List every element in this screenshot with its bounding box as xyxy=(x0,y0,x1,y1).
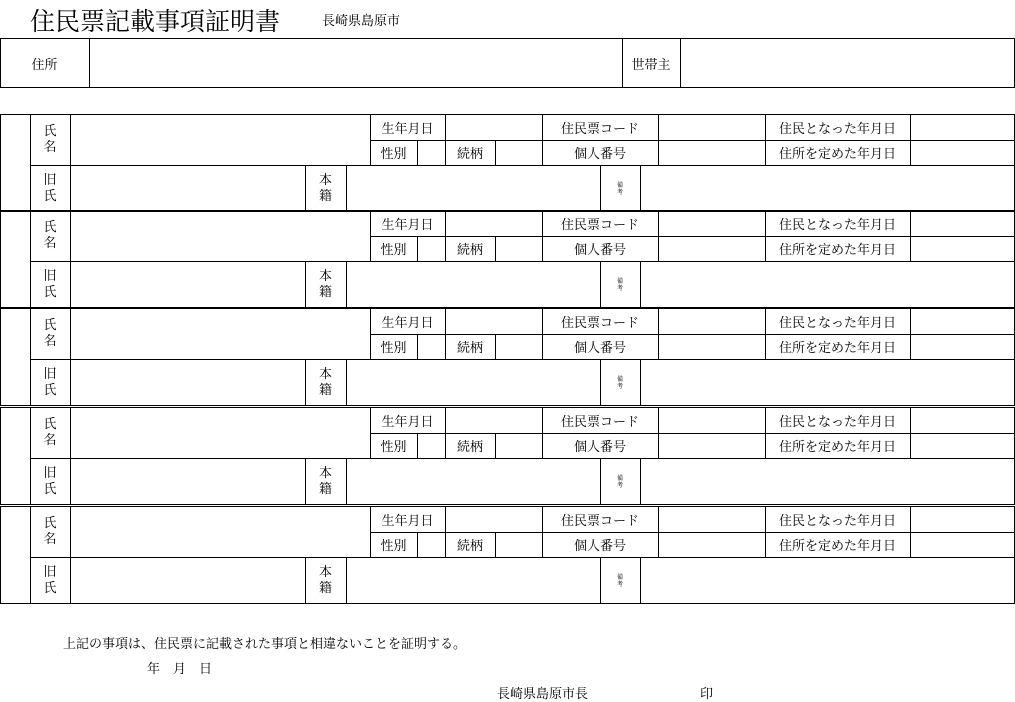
birth-date-label: 生年月日 xyxy=(381,513,434,529)
became-resident-field[interactable] xyxy=(911,115,1014,140)
set-address-field[interactable] xyxy=(911,533,1014,557)
relation-label: 続柄 xyxy=(456,539,483,554)
became-resident-label: 住民となった年月日 xyxy=(778,414,896,430)
name-field[interactable] xyxy=(71,507,370,557)
address-field[interactable] xyxy=(90,39,622,87)
relation-field[interactable] xyxy=(496,533,542,557)
became-resident-field[interactable] xyxy=(911,211,1014,236)
issuer-name: 長崎県島原市長 xyxy=(497,687,589,702)
honseki-label: 本 籍 xyxy=(318,172,332,204)
set-address-field[interactable] xyxy=(911,335,1014,359)
old-name-label: 旧 氏 xyxy=(43,268,57,300)
set-address-label: 住所を定めた年月日 xyxy=(778,341,896,356)
honseki-label: 本 籍 xyxy=(318,465,332,497)
sex-label: 性別 xyxy=(380,147,407,162)
relation-field[interactable] xyxy=(496,141,542,165)
set-address-field[interactable] xyxy=(911,141,1014,165)
honseki-label: 本 籍 xyxy=(318,366,332,398)
old-name-label: 旧 氏 xyxy=(43,465,57,497)
set-address-label: 住所を定めた年月日 xyxy=(778,539,896,554)
old-name-field[interactable] xyxy=(71,558,305,604)
sex-label: 性別 xyxy=(380,539,407,554)
name-field[interactable] xyxy=(71,211,370,261)
became-resident-field[interactable] xyxy=(911,408,1014,433)
set-address-field[interactable] xyxy=(911,434,1014,458)
old-name-field[interactable] xyxy=(71,262,305,308)
personal-number-field[interactable] xyxy=(659,335,765,359)
remarks-field[interactable] xyxy=(641,558,1014,604)
sex-label: 性別 xyxy=(380,440,407,455)
relation-field[interactable] xyxy=(496,335,542,359)
remarks-label: 備 考 xyxy=(616,573,623,588)
relation-field[interactable] xyxy=(496,237,542,261)
became-resident-label: 住民となった年月日 xyxy=(778,217,896,233)
honseki-field[interactable] xyxy=(347,166,600,212)
old-name-field[interactable] xyxy=(71,459,305,505)
sex-field[interactable] xyxy=(418,335,445,359)
honseki-label: 本 籍 xyxy=(318,268,332,300)
birth-date-field[interactable] xyxy=(446,309,542,334)
personal-number-field[interactable] xyxy=(659,237,765,261)
name-label: 氏 名 xyxy=(43,416,57,448)
set-address-label: 住所を定めた年月日 xyxy=(778,243,896,258)
personal-number-label: 個人番号 xyxy=(573,341,626,356)
resident-code-label: 住民票コード xyxy=(560,414,639,430)
document-title: 住民票記載事項証明書 xyxy=(30,7,281,36)
old-name-label: 旧 氏 xyxy=(43,172,57,204)
remarks-label: 備 考 xyxy=(616,474,623,489)
old-name-label: 旧 氏 xyxy=(43,564,57,596)
address-label: 住所 xyxy=(31,57,58,73)
relation-label: 続柄 xyxy=(456,440,483,455)
municipality-label: 長崎県島原市 xyxy=(322,14,401,29)
became-resident-field[interactable] xyxy=(911,507,1014,532)
birth-date-label: 生年月日 xyxy=(381,315,434,331)
remarks-field[interactable] xyxy=(641,459,1014,505)
name-label: 氏 名 xyxy=(43,317,57,349)
personal-number-field[interactable] xyxy=(659,434,765,458)
personal-number-label: 個人番号 xyxy=(573,147,626,162)
remarks-label: 備 考 xyxy=(616,181,623,196)
resident-code-field[interactable] xyxy=(659,309,765,334)
birth-date-field[interactable] xyxy=(446,211,542,236)
name-label: 氏 名 xyxy=(43,123,57,155)
birth-date-label: 生年月日 xyxy=(381,414,434,430)
certification-statement: 上記の事項は、住民票に記載された事項と相違ないことを証明する。 xyxy=(63,637,467,652)
sex-field[interactable] xyxy=(418,141,445,165)
honseki-field[interactable] xyxy=(347,360,600,406)
remarks-label: 備 考 xyxy=(616,375,623,390)
honseki-label: 本 籍 xyxy=(318,564,332,596)
remarks-field[interactable] xyxy=(641,262,1014,308)
old-name-field[interactable] xyxy=(71,166,305,212)
resident-code-field[interactable] xyxy=(659,211,765,236)
birth-date-field[interactable] xyxy=(446,115,542,140)
personal-number-label: 個人番号 xyxy=(573,440,626,455)
personal-number-label: 個人番号 xyxy=(573,243,626,258)
sex-field[interactable] xyxy=(418,434,445,458)
resident-code-label: 住民票コード xyxy=(560,121,639,137)
honseki-field[interactable] xyxy=(347,262,600,308)
resident-code-field[interactable] xyxy=(659,115,765,140)
remarks-field[interactable] xyxy=(641,360,1014,406)
seal-mark: 印 xyxy=(700,687,714,702)
honseki-field[interactable] xyxy=(347,558,600,604)
name-field[interactable] xyxy=(71,115,370,165)
birth-date-field[interactable] xyxy=(446,408,542,433)
became-resident-label: 住民となった年月日 xyxy=(778,121,896,137)
name-label: 氏 名 xyxy=(43,515,57,547)
sex-field[interactable] xyxy=(418,533,445,557)
name-field[interactable] xyxy=(71,309,370,359)
birth-date-label: 生年月日 xyxy=(381,121,434,137)
became-resident-field[interactable] xyxy=(911,309,1014,334)
sex-label: 性別 xyxy=(380,341,407,356)
resident-code-label: 住民票コード xyxy=(560,315,639,331)
resident-code-field[interactable] xyxy=(659,408,765,433)
householder-field[interactable] xyxy=(681,39,1014,87)
householder-label: 世帯主 xyxy=(631,57,671,73)
resident-code-label: 住民票コード xyxy=(560,513,639,529)
relation-label: 続柄 xyxy=(456,341,483,356)
remarks-label: 備 考 xyxy=(616,277,623,292)
name-field[interactable] xyxy=(71,408,370,458)
relation-field[interactable] xyxy=(496,434,542,458)
set-address-label: 住所を定めた年月日 xyxy=(778,440,896,455)
birth-date-field[interactable] xyxy=(446,507,542,532)
relation-label: 続柄 xyxy=(456,147,483,162)
resident-code-label: 住民票コード xyxy=(560,217,639,233)
old-name-label: 旧 氏 xyxy=(43,366,57,398)
personal-number-field[interactable] xyxy=(659,533,765,557)
old-name-field[interactable] xyxy=(71,360,305,406)
birth-date-label: 生年月日 xyxy=(381,217,434,233)
became-resident-label: 住民となった年月日 xyxy=(778,513,896,529)
issue-date: 年 月 日 xyxy=(147,662,213,677)
set-address-label: 住所を定めた年月日 xyxy=(778,147,896,162)
sex-label: 性別 xyxy=(380,243,407,258)
relation-label: 続柄 xyxy=(456,243,483,258)
honseki-field[interactable] xyxy=(347,459,600,505)
became-resident-label: 住民となった年月日 xyxy=(778,315,896,331)
sex-field[interactable] xyxy=(418,237,445,261)
personal-number-label: 個人番号 xyxy=(573,539,626,554)
name-label: 氏 名 xyxy=(43,219,57,251)
set-address-field[interactable] xyxy=(911,237,1014,261)
remarks-field[interactable] xyxy=(641,166,1014,212)
personal-number-field[interactable] xyxy=(659,141,765,165)
resident-code-field[interactable] xyxy=(659,507,765,532)
